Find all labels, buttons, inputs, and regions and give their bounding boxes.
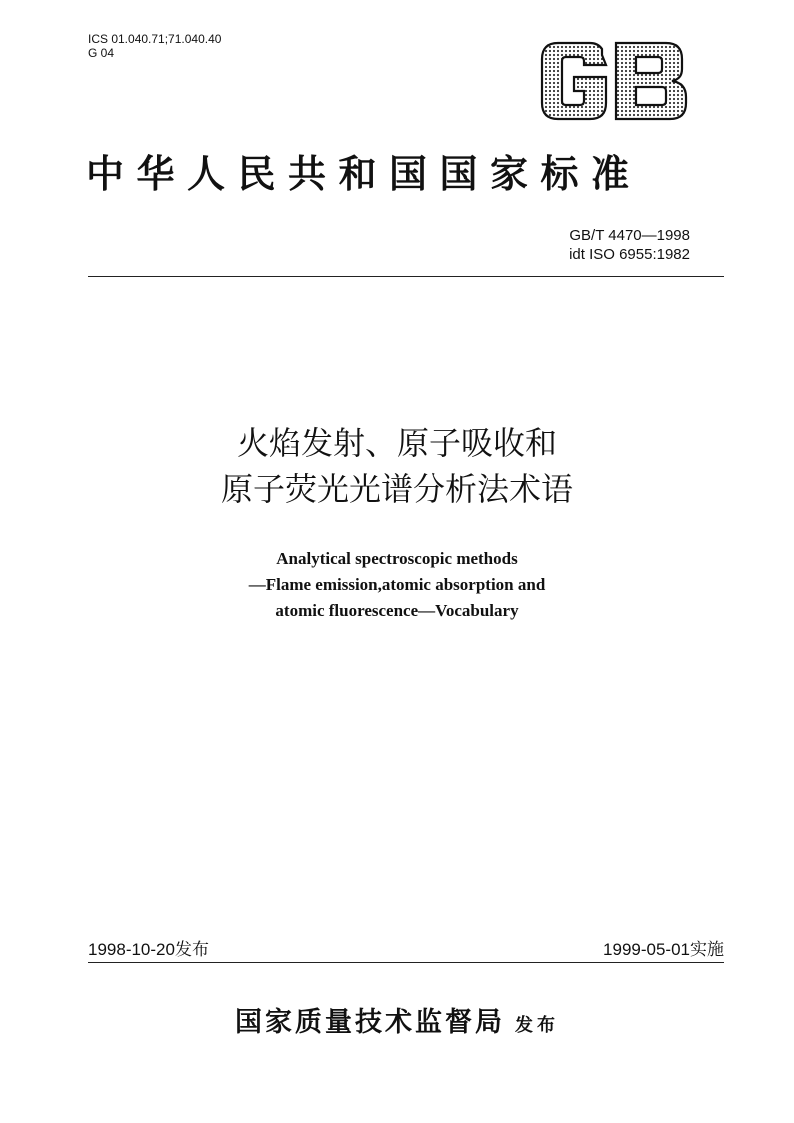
header-divider (88, 276, 724, 277)
gb-logo-icon (540, 41, 688, 121)
issue-date: 1998-10-20发布 (88, 940, 209, 959)
chinese-title-line-2: 原子荧光光谱分析法术语 (220, 470, 573, 508)
standard-equivalence: idt ISO 6955:1982 (569, 246, 690, 263)
english-title-line-1: Analytical spectroscopic methods (276, 549, 518, 568)
organization-title: 中华人民共和国国家标准 (86, 151, 642, 196)
implementation-date: 1999-05-01实施 (603, 940, 724, 959)
ccs-code: G 04 (88, 46, 115, 60)
issuer-suffix: 发布 (515, 1015, 559, 1036)
chinese-title (0, 420, 794, 512)
issuer-name: 国家质量技术监督局 (235, 1007, 505, 1038)
chinese-title-line-1: 火焰发射、原子吸收和 (236, 424, 557, 462)
standard-number: GB/T 4470—1998 (569, 227, 690, 244)
english-title-line-3: atomic fluorescence—Vocabulary (275, 601, 519, 620)
english-title (0, 546, 794, 624)
standard-number-block (480, 226, 690, 264)
ics-code: ICS 01.040.71;71.040.40 (88, 32, 222, 46)
issuer-line (0, 1000, 794, 1039)
classification-codes (88, 32, 221, 60)
footer-divider (88, 962, 724, 963)
english-title-line-2: —Flame emission,atomic absorption and (248, 575, 546, 594)
